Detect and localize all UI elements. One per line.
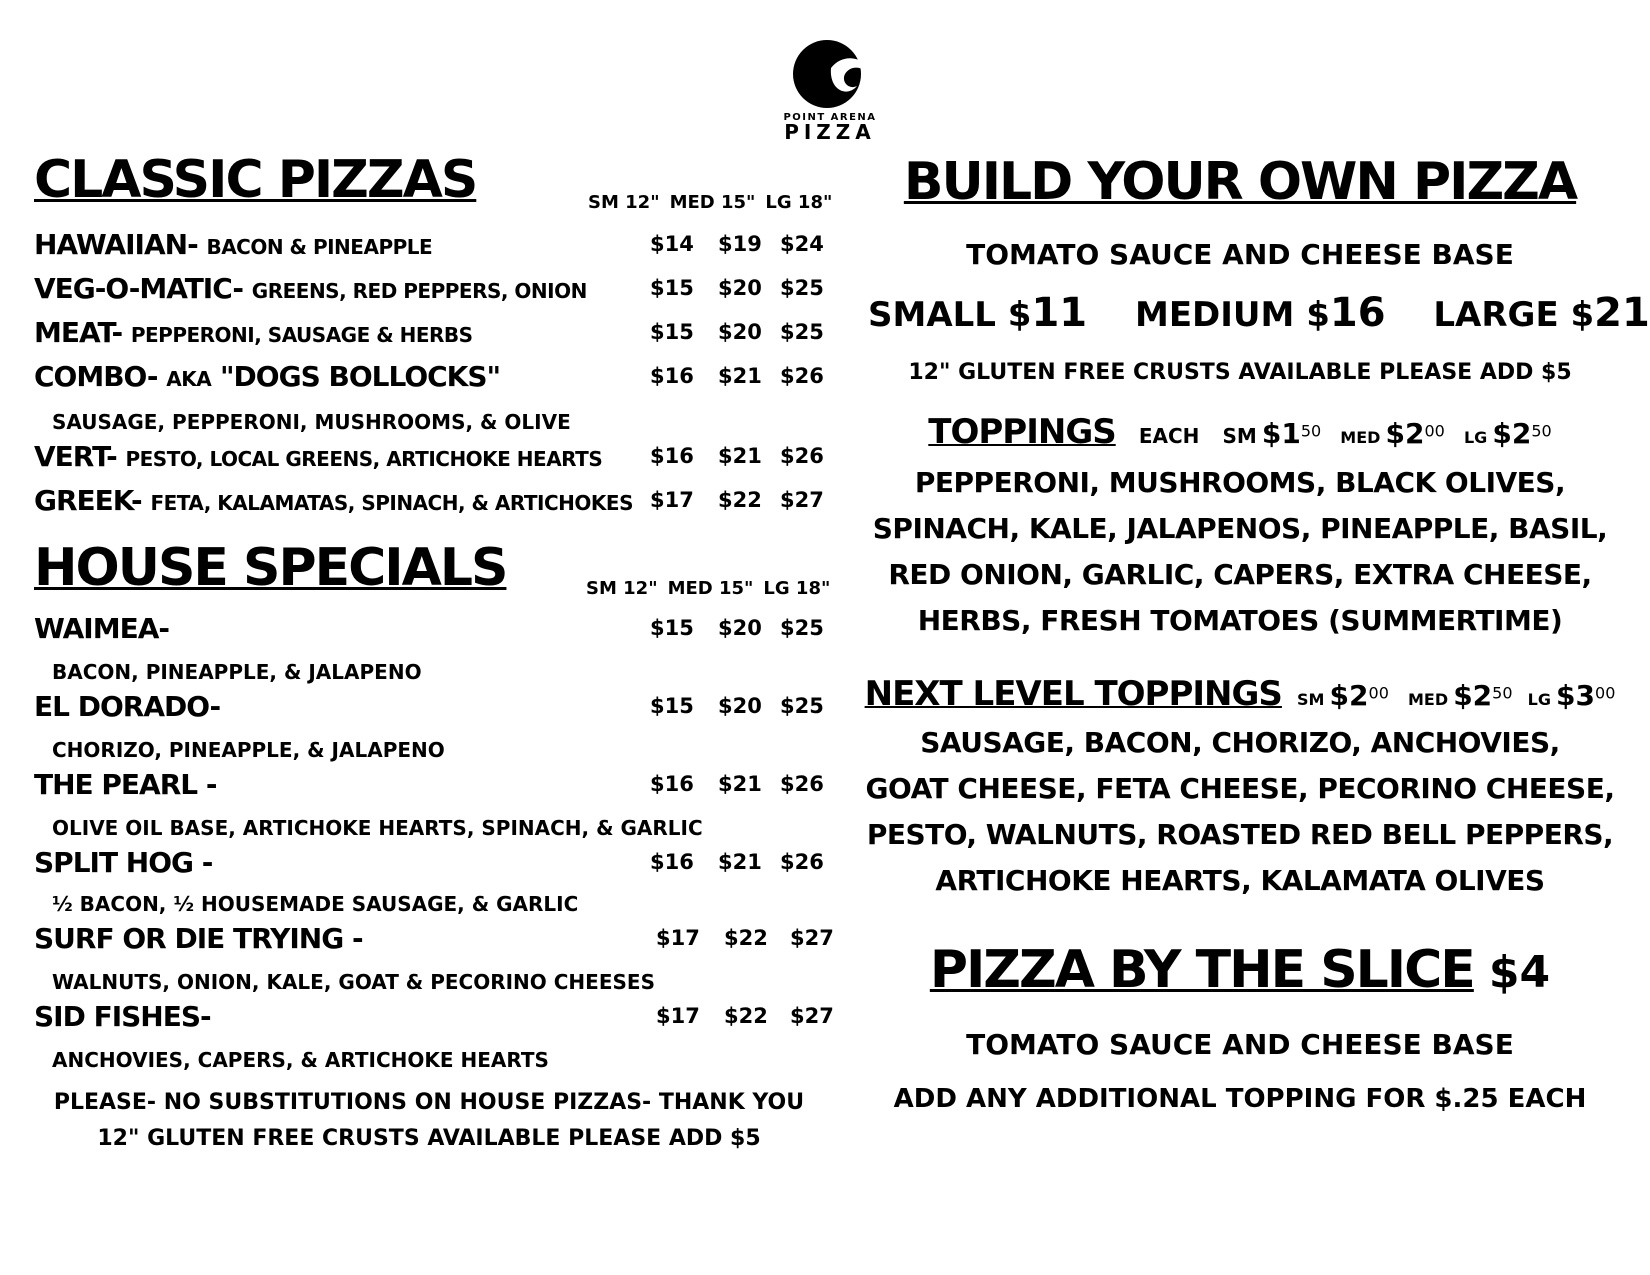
- classic-title: CLASSIC PIZZAS: [34, 150, 477, 210]
- byo-base: TOMATO SAUCE AND CHEESE BASE: [966, 238, 1514, 271]
- item-description: SAUSAGE, PEPPERONI, MUSHROOMS, & OLIVE: [52, 410, 571, 434]
- menu-item: SURF OR DIE TRYING - $17 $22 $27: [34, 922, 834, 955]
- menu-item: SID FISHES- $17 $22 $27: [34, 1000, 834, 1033]
- logo: [770, 38, 890, 144]
- menu-item: VERT- PESTO, LOCAL GREENS, ARTICHOKE HEARTS $16 $21 $26: [34, 440, 824, 473]
- byo-title: BUILD YOUR OWN PIZZA: [903, 152, 1577, 212]
- next-level-list: SAUSAGE, BACON, CHORIZO, ANCHOVIES, GOAT CHEESE, FETA CHEESE, PECORINO CHEESE, PESTO, WALNUTS, ROASTED RED BELL PEPPERS, ARTICHOKE HEARTS, KALAMATA OLIVES: [865, 726, 1615, 897]
- menu-item: SPLIT HOG - $16 $21 $26: [34, 846, 824, 879]
- byo-gluten-note: 12" GLUTEN FREE CRUSTS AVAILABLE PLEASE ADD $5: [908, 360, 1572, 385]
- toppings-header: TOPPINGS EACH SM $150 MED $200 LG $250: [928, 412, 1552, 452]
- menu-item: EL DORADO- $15 $20 $25: [34, 690, 824, 723]
- toppings-list: PEPPERONI, MUSHROOMS, BLACK OLIVES, SPINACH, KALE, JALAPENOS, PINEAPPLE, BASIL, RED ONION, GARLIC, CAPERS, EXTRA CHEESE, HERBS, FRESH TOMATOES (SUMMERTIME): [872, 466, 1608, 637]
- menu-item: COMBO- AKA "DOGS BOLLOCKS" $16 $21 $26: [34, 360, 824, 393]
- menu-item: GREEK- FETA, KALAMATAS, SPINACH, & ARTICHOKES $17 $22 $27: [34, 484, 824, 517]
- logo-text-small: POINT ARENA: [783, 112, 877, 123]
- menu-item: HAWAIIAN- BACON & PINEAPPLE $14 $19 $24: [34, 228, 824, 261]
- substitution-note: PLEASE- NO SUBSTITUTIONS ON HOUSE PIZZAS- THANK YOU: [53, 1090, 805, 1115]
- wave-logo-icon: [785, 38, 875, 110]
- classic-size-header: SM 12" MED 15" LG 18": [588, 192, 833, 213]
- byo-size-prices: SMALL $11 MEDIUM $16 LARGE $21: [868, 290, 1650, 336]
- gluten-free-note: 12" GLUTEN FREE CRUSTS AVAILABLE PLEASE ADD $5: [97, 1126, 761, 1151]
- item-description: CHORIZO, PINEAPPLE, & JALAPENO: [52, 738, 445, 762]
- item-description: ½ BACON, ½ HOUSEMADE SAUSAGE, & GARLIC: [52, 892, 579, 916]
- logo-text-large: PIZZA: [784, 120, 876, 144]
- item-description: ANCHOVIES, CAPERS, & ARTICHOKE HEARTS: [52, 1048, 549, 1072]
- house-title: HOUSE SPECIALS: [34, 538, 507, 598]
- menu-item: THE PEARL - $16 $21 $26: [34, 768, 824, 801]
- item-description: BACON, PINEAPPLE, & JALAPENO: [52, 660, 422, 684]
- menu-item: WAIMEA- $15 $20 $25: [34, 612, 824, 645]
- slice-addon: ADD ANY ADDITIONAL TOPPING FOR $.25 EACH: [893, 1084, 1587, 1114]
- slice-header: PIZZA BY THE SLICE $4: [929, 940, 1551, 1000]
- house-size-header: SM 12" MED 15" LG 18": [586, 578, 831, 599]
- item-description: OLIVE OIL BASE, ARTICHOKE HEARTS, SPINACH, & GARLIC: [52, 816, 703, 840]
- menu-item: MEAT- PEPPERONI, SAUSAGE & HERBS $15 $20 $25: [34, 316, 824, 349]
- menu-item: VEG-O-MATIC- GREENS, RED PEPPERS, ONION $15 $20 $25: [34, 272, 824, 305]
- slice-base: TOMATO SAUCE AND CHEESE BASE: [966, 1028, 1514, 1061]
- next-level-header: NEXT LEVEL TOPPINGS SM $200 MED $250 LG $300: [864, 674, 1616, 714]
- item-description: WALNUTS, ONION, KALE, GOAT & PECORINO CHEESES: [52, 970, 655, 994]
